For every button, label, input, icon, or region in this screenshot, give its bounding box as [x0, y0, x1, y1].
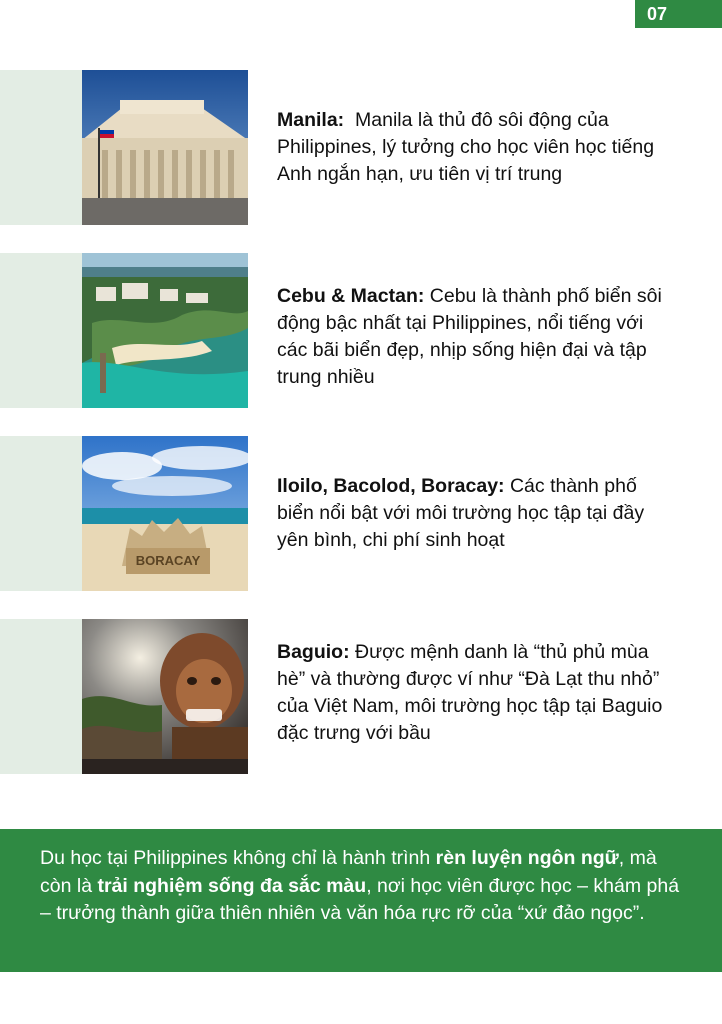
- destination-name: Iloilo, Bacolod, Boracay:: [277, 475, 505, 497]
- destination-text: Các thành phố biển nổi bật với môi trường học tập tại đầy yên bình, chi phí sinh hoạt: [277, 475, 645, 551]
- baguio-lion-photo: [82, 619, 248, 774]
- row-accent-block: [0, 619, 84, 774]
- row-accent-block: [0, 253, 84, 408]
- boracay-sandcastle-photo: [82, 436, 248, 591]
- cebu-resort-photo: [82, 253, 248, 408]
- page-number-badge: [635, 0, 722, 28]
- summary-text: [40, 845, 690, 928]
- destination-text: Cebu là thành phố biển sôi động bậc nhất tại Philippines, nổi tiếng với các bãi biển đẹp, nhịp sống hiện đại và tập trung nhiều: [277, 285, 662, 388]
- summary-emphasis: trải nghiệm sống đa sắc màu: [97, 874, 367, 897]
- destination-description: [277, 639, 667, 747]
- summary-banner: [0, 829, 722, 972]
- destination-name: Cebu & Mactan:: [277, 285, 425, 307]
- summary-text-part: , mà còn là: [40, 847, 657, 897]
- destination-row-cebu: [0, 253, 722, 408]
- destination-name: Baguio:: [277, 641, 350, 663]
- destination-row-boracay: [0, 436, 722, 591]
- row-accent-block: [0, 436, 84, 591]
- summary-text-part: , nơi học viên được học – khám phá – trưởng thành giữa thiên nhiên và văn hóa rực rỡ của “xứ đảo ngọc”.: [40, 874, 680, 924]
- destination-description: [277, 107, 667, 188]
- destination-row-manila: [0, 70, 722, 225]
- row-accent-block: [0, 70, 84, 225]
- page-number: 07: [647, 3, 668, 24]
- summary-emphasis: rèn luyện ngôn ngữ: [435, 847, 619, 869]
- destination-description: [277, 473, 667, 554]
- summary-text-part: Du học tại Philippines không chỉ là hành trình: [40, 847, 436, 869]
- manila-building-photo: [82, 70, 248, 225]
- destination-name: Manila:: [277, 109, 345, 131]
- destination-row-baguio: [0, 619, 722, 774]
- destination-text: Manila là thủ đô sôi động của Philippines, lý tưởng cho học viên học tiếng Anh ngắn hạn, ưu tiên vị trí trung: [277, 109, 655, 185]
- destination-text: Được mệnh danh là “thủ phủ mùa hè” và thường được ví như “Đà Lạt thu nhỏ” của Việt Nam, môi trường học tập tại Baguio đặc trưng với bầu: [277, 641, 663, 744]
- sandcastle-lettering: BORACAY: [135, 553, 201, 568]
- destination-description: [277, 283, 667, 391]
